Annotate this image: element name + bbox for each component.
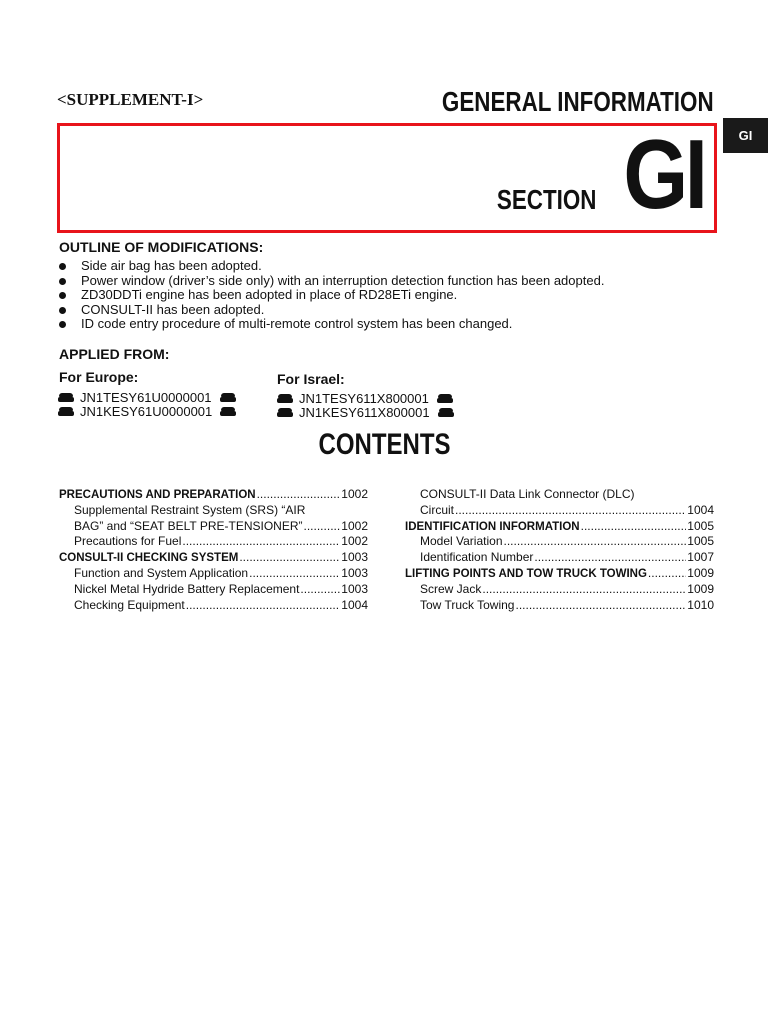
- modifications-list: [58, 259, 604, 332]
- bullet-icon: [59, 263, 66, 270]
- outline-heading: OUTLINE OF MODIFICATIONS:: [59, 239, 264, 255]
- toc-entry[interactable]: Nickel Metal Hydride Battery Replacement ..... 1003: [59, 582, 368, 598]
- contents-title: CONTENTS: [318, 428, 450, 461]
- toc-entry[interactable]: Identification Number ..... 1007: [405, 550, 714, 566]
- list-item: Power window (driver’s side only) with an interruption detection function has been adopted.: [58, 274, 604, 289]
- section-banner: [57, 119, 717, 233]
- bullet-icon: [59, 307, 66, 314]
- toc-entry[interactable]: IDENTIFICATION INFORMATION ..... 1005: [405, 519, 714, 535]
- bullet-icon: [59, 321, 66, 328]
- bullet-icon: [59, 278, 66, 285]
- vehicle-icon: [58, 393, 74, 402]
- vehicle-icon: [438, 408, 454, 417]
- toc-entry[interactable]: Model Variation ..... 1005: [405, 534, 714, 550]
- page-title: GENERAL INFORMATION: [442, 86, 714, 117]
- list-item: CONSULT-II has been adopted.: [58, 303, 604, 318]
- vehicle-icon: [220, 407, 236, 416]
- toc-entry[interactable]: Screw Jack ..... 1009: [405, 582, 714, 598]
- vin-row: JN1KESY611X800001: [277, 405, 454, 419]
- supplement-label: <SUPPLEMENT-I>: [57, 90, 204, 109]
- toc-entry[interactable]: LIFTING POINTS AND TOW TRUCK TOWING ..... 1009: [405, 566, 714, 582]
- israel-vin-list: [277, 391, 454, 419]
- toc-entry[interactable]: BAG” and “SEAT BELT PRE-TENSIONER” ..... 1002: [59, 519, 368, 535]
- toc-entry[interactable]: Tow Truck Towing ..... 1010: [405, 598, 714, 614]
- toc-entry[interactable]: Supplemental Restraint System (SRS) “AIR: [74, 502, 306, 517]
- list-item: ID code entry procedure of multi-remote control system has been changed.: [58, 317, 604, 332]
- vehicle-icon: [220, 393, 236, 402]
- toc-left-column: [59, 487, 368, 613]
- vin-row: JN1TESY61U0000001: [58, 390, 236, 404]
- toc-entry[interactable]: Circuit ..... 1004: [405, 503, 714, 519]
- section-tab[interactable]: GI: [723, 118, 768, 153]
- vin-row: JN1TESY611X800001: [277, 391, 454, 405]
- toc-entry[interactable]: Precautions for Fuel ..... 1002: [59, 534, 368, 550]
- bullet-icon: [59, 292, 66, 299]
- toc-entry[interactable]: Checking Equipment ..... 1004: [59, 598, 368, 614]
- toc-entry[interactable]: Function and System Application ..... 1003: [59, 566, 368, 582]
- toc-right-column: [405, 487, 714, 613]
- israel-title: For Israel:: [277, 371, 345, 387]
- europe-vin-list: [58, 390, 236, 418]
- vin-row: JN1KESY61U0000001: [58, 404, 236, 418]
- toc-entry[interactable]: PRECAUTIONS AND PREPARATION ..... 1002: [59, 487, 368, 503]
- toc-entry[interactable]: CONSULT-II Data Link Connector (DLC): [420, 487, 635, 501]
- vehicle-icon: [437, 394, 453, 403]
- vehicle-icon: [277, 408, 293, 417]
- europe-title: For Europe:: [59, 369, 139, 385]
- list-item: Side air bag has been adopted.: [58, 259, 604, 274]
- applied-heading: APPLIED FROM:: [59, 346, 170, 362]
- section-word: SECTION: [496, 184, 596, 215]
- list-item: ZD30DDTi engine has been adopted in place of RD28ETi engine.: [58, 288, 604, 303]
- vehicle-icon: [58, 407, 74, 416]
- vehicle-icon: [277, 394, 293, 403]
- toc-entry[interactable]: CONSULT-II CHECKING SYSTEM ..... 1003: [59, 550, 368, 566]
- section-code: GI: [622, 119, 704, 229]
